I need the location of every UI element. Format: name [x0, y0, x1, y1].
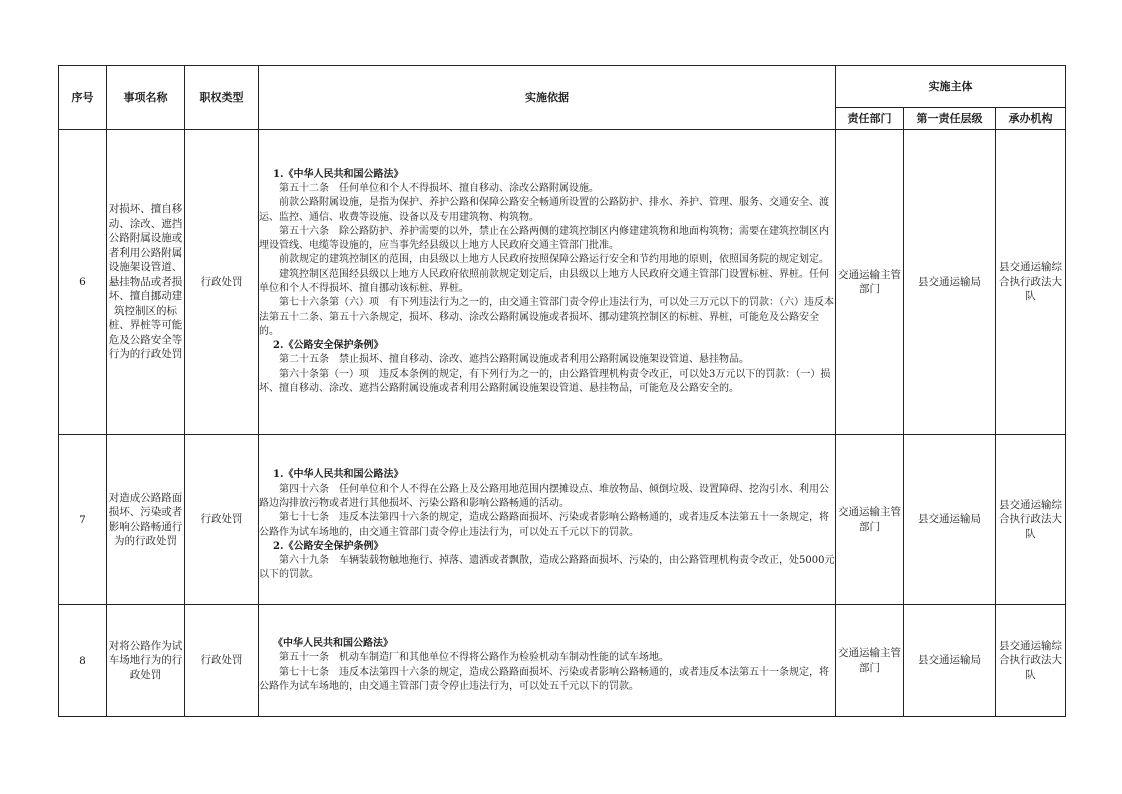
row-dept: 交通运输主管部门 — [836, 130, 904, 435]
row-item-name: 对损坏、擅自移动、涂改、遮挡公路附属设施或者利用公路附属设施架设管道、悬挂物品或者损坏、擅自挪动建筑控制区的标桩、界桩等可能危及公路安全等行为的行政处罚 — [107, 130, 185, 435]
law-paragraph: 第六十九条 车辆装载物触地拖行、掉落、遗洒或者飘散，造成公路路面损坏、污染的，由公路管理机构责令改正，处5000元以下的罚款。 — [259, 555, 835, 581]
law-paragraph: 建筑控制区范围经县级以上地方人民政府依照前款规定划定后，由县级以上地方人民政府交通主管部门设置标桩、界桩。任何单位和个人不得损坏、擅自挪动该标桩、界桩。 — [259, 268, 829, 294]
row-basis — [259, 130, 836, 435]
law-paragraph: 第七十七条 违反本法第四十六条的规定，造成公路路面损坏、污染或者影响公路畅通的，或者违反本法第五十一条规定，将公路作为试车场地的，由交通主管部门责令停止违法行为，可以处五千元以下的罚款。 — [259, 666, 829, 692]
row-basis — [259, 605, 836, 717]
header-subject: 实施主体 — [836, 66, 1066, 108]
law-paragraph: 第七十七条 违反本法第四十六条的规定，造成公路路面损坏、污染或者影响公路畅通的，或者违反本法第五十一条规定，将公路作为试车场地的，由交通主管部门责令停止违法行为，可以处五千元以下的罚款。 — [259, 512, 829, 538]
header-basis: 实施依据 — [259, 66, 836, 130]
header-seq: 序号 — [59, 66, 107, 130]
law-paragraph: 第二十五条 禁止损坏、擅自移动、涂改、遮挡公路附属设施或者利用公路附属设施架设管道、悬挂物品。 — [279, 354, 749, 366]
header-dept: 责任部门 — [836, 108, 904, 130]
table-row-6 — [59, 130, 1066, 435]
header-row-1 — [59, 66, 1066, 108]
law-paragraph: 第七十六条第（六）项 有下列违法行为之一的，由交通主管部门责令停止违法行为，可以处三万元以下的罚款：（六）违反本法第五十二条、第五十六条规定，损坏、移动、涂改公路附属设施或者损坏、挪动建筑控制区的标桩、界桩，可能危及公路安全的。 — [259, 297, 834, 337]
law-paragraph: 第四十六条 任何单位和个人不得在公路上及公路用地范围内摆摊设点、堆放物品、倾倒垃圾、设置障碍、挖沟引水、利用公路边沟排放污物或者进行其他损坏、污染公路和影响公路畅通的活动。 — [259, 483, 829, 509]
row-power-type: 行政处罚 — [185, 435, 259, 605]
law-paragraph: 第五十一条 机动车制造厂和其他单位不得将公路作为检验机动车制动性能的试车场地。 — [279, 652, 669, 664]
law-title: 《中华人民共和国公路法》 — [273, 637, 393, 649]
table-row-7 — [59, 435, 1066, 605]
row-agency: 县交通运输综合执行政法大队 — [996, 435, 1066, 605]
row-dept: 交通运输主管部门 — [836, 605, 904, 717]
row-agency: 县交通运输综合执行政法大队 — [996, 605, 1066, 717]
row-first-level: 县交通运输局 — [904, 435, 996, 605]
header-item-name: 事项名称 — [107, 66, 185, 130]
row-basis — [259, 435, 836, 605]
row-power-type: 行政处罚 — [185, 605, 259, 717]
row-item-name: 对造成公路路面损坏、污染或者影响公路畅通行为的行政处罚 — [107, 435, 185, 605]
row-seq: 6 — [59, 130, 107, 435]
law-paragraph: 前款公路附属设施，是指为保护、养护公路和保障公路安全畅通所设置的公路防护、排水、养护、管理、服务、交通安全、渡运、监控、通信、收费等设施、设备以及专用建筑物、构筑物。 — [259, 197, 829, 223]
law-paragraph: 第六十条第（一）项 违反本条例的规定，有下列行为之一的，由公路管理机构责令改正，可以处3万元以下的罚款：（一）损坏、擅自移动、涂改、遮挡公路附属设施或者利用公路附属设施架设管道、悬挂物品，可能危及公路安全的。 — [259, 368, 831, 395]
header-agency: 承办机构 — [996, 108, 1066, 130]
law-title: 2.《公路安全保护条例》 — [273, 340, 384, 352]
row-seq: 7 — [59, 435, 107, 605]
law-paragraph: 第五十六条 除公路防护、养护需要的以外，禁止在公路两侧的建筑控制区内修建建筑物和地面构筑物；需要在建筑控制区内埋设管线、电缆等设施的，应当事先经县级以上地方人民政府交通主管部门批准。 — [259, 225, 829, 252]
header-power-type: 职权类型 — [185, 66, 259, 130]
law-paragraph: 前款规定的建筑控制区的范围，由县级以上地方人民政府按照保障公路运行安全和节约用地的原则，依照国务院的规定划定。 — [279, 254, 829, 266]
table-row-8 — [59, 605, 1066, 717]
row-power-type: 行政处罚 — [185, 130, 259, 435]
row-agency: 县交通运输综合执行政法大队 — [996, 130, 1066, 435]
header-first-level: 第一责任层级 — [904, 108, 996, 130]
row-seq: 8 — [59, 605, 107, 717]
law-paragraph: 第五十二条 任何单位和个人不得损坏、擅自移动、涂改公路附属设施。 — [279, 182, 599, 194]
row-item-name: 对将公路作为试车场地行为的行政处罚 — [107, 605, 185, 717]
power-list-table — [58, 65, 1066, 717]
row-first-level: 县交通运输局 — [904, 130, 996, 435]
law-title: 2.《公路安全保护条例》 — [273, 540, 384, 552]
row-dept: 交通运输主管部门 — [836, 435, 904, 605]
law-title: 1.《中华人民共和国公路法》 — [273, 469, 404, 481]
law-title: 1.《中华人民共和国公路法》 — [273, 168, 404, 180]
row-first-level: 县交通运输局 — [904, 605, 996, 717]
